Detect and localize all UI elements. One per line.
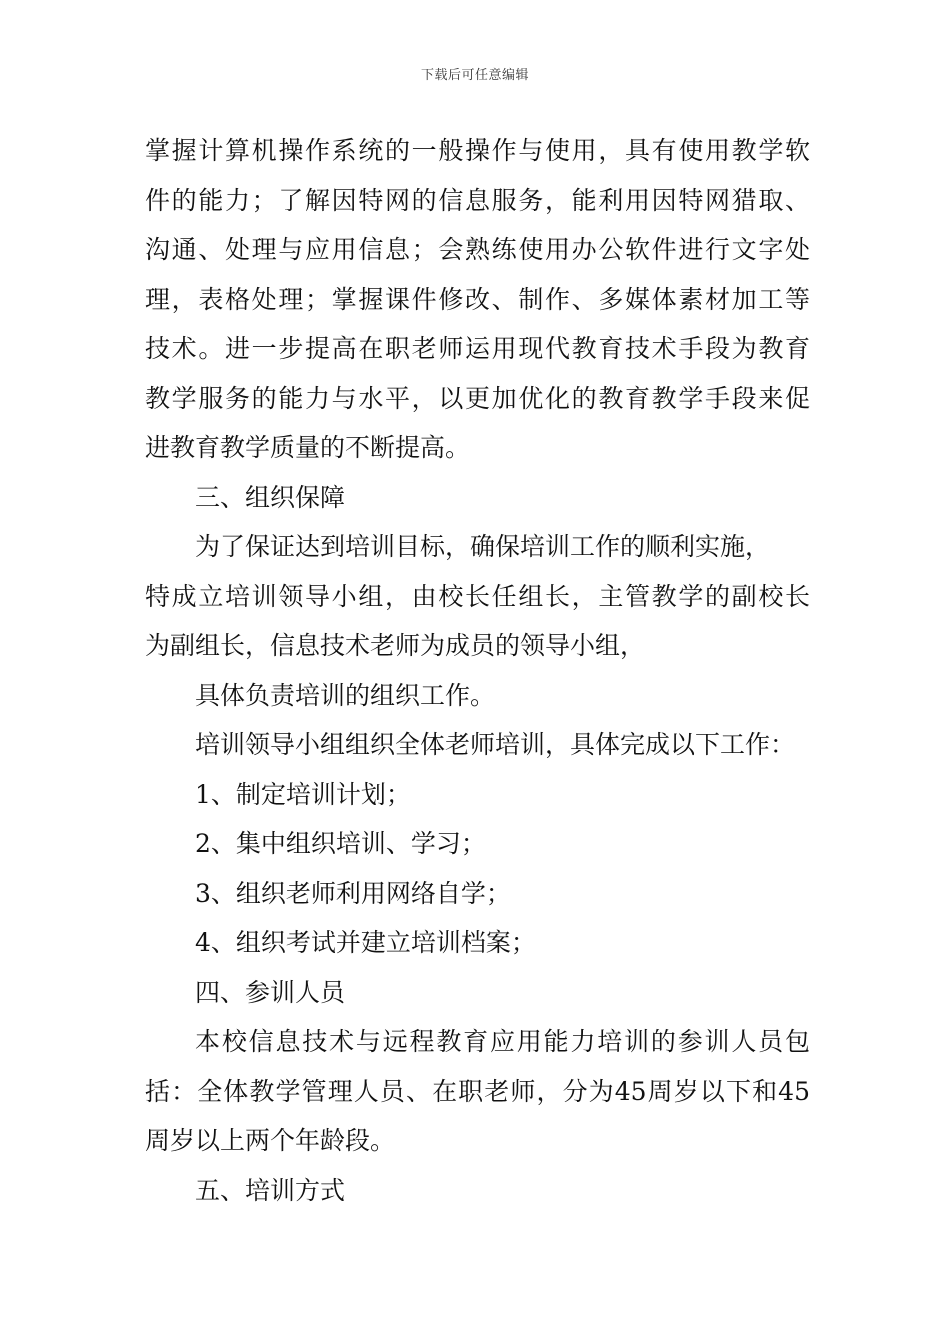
body-line: 件的能力；了解因特网的信息服务，能利用因特网猎取、 — [145, 185, 810, 215]
body-line: 掌握计算机操作系统的一般操作与使用，具有使用教学软 — [145, 136, 810, 165]
body-line: 沟通、处理与应用信息；会熟练使用办公软件进行文字处 — [145, 235, 810, 264]
paragraph-start: 具体负责培训的组织工作。 — [195, 680, 496, 710]
body-line: 进教育教学质量的不断提高。 — [145, 433, 471, 462]
body-line: 特成立培训领导小组，由校长任组长，主管教学的副校长 — [145, 581, 810, 611]
body-line: 理，表格处理；掌握课件修改、制作、多媒体素材加工等 — [145, 284, 810, 314]
paragraph-start: 为了保证达到培训目标，确保培训工作的顺利实施， — [195, 532, 771, 561]
body-line: 技术。进一步提高在职老师运用现代教育技术手段为教育 — [145, 334, 810, 363]
document-body — [145, 126, 810, 1215]
list-item: 2、集中组织培训、学习； — [195, 829, 486, 858]
body-line: 为副组长，信息技术老师为成员的领导小组， — [145, 631, 646, 660]
section-heading: 五、培训方式 — [195, 1175, 346, 1205]
paragraph-start: 本校信息技术与远程教育应用能力培训的参训人员包 — [195, 1027, 810, 1056]
page-header-note: 下载后可任意编辑 — [420, 68, 529, 83]
body-line: 教学服务的能力与水平，以更加优化的教育教学手段来促 — [145, 383, 810, 413]
body-line: 周岁以上两个年龄段。 — [145, 1126, 396, 1155]
section-heading: 三、组织保障 — [195, 482, 346, 512]
section-heading: 四、参训人员 — [195, 977, 346, 1007]
paragraph-start: 培训领导小组组织全体老师培训，具体完成以下工作： — [195, 730, 796, 759]
body-line: 括：全体教学管理人员、在职老师，分为45周岁以下和45 — [145, 1076, 810, 1106]
list-item: 4、组织考试并建立培训档案； — [195, 928, 536, 957]
list-item: 3、组织老师利用网络自学； — [195, 878, 511, 908]
list-item: 1、制定培训计划； — [195, 779, 411, 809]
